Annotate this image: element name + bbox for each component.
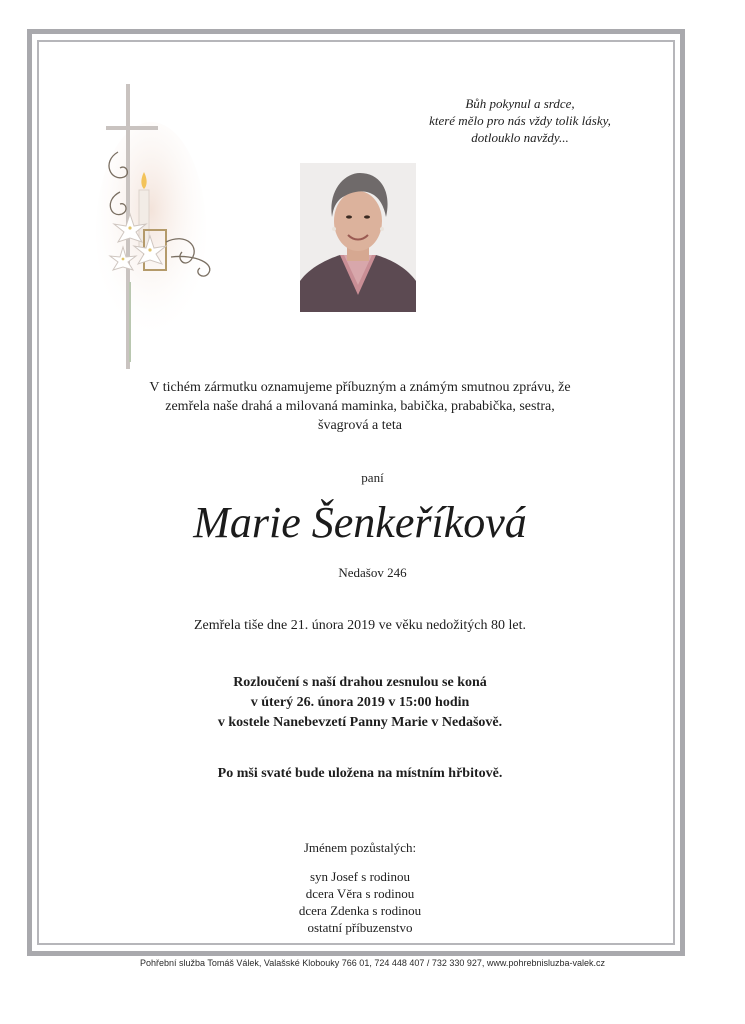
burial-notice: Po mši svaté bude uložena na místním hřbitově.: [217, 766, 503, 781]
portrait-photo: [300, 163, 416, 312]
motto-line: Bůh pokynul a srdce,: [465, 96, 575, 111]
funeral-details: [120, 673, 600, 733]
deceased-address: Nedašov 246: [338, 565, 407, 580]
mourners-heading: Jménem pozůstalých:: [303, 840, 417, 855]
funeral-line: v kostele Nanebevzetí Panny Marie v Nedašově.: [217, 715, 503, 730]
intro-line: švagrová a teta: [318, 418, 402, 433]
mourner-item: syn Josef s rodinou: [309, 869, 411, 884]
funeral-service-footer: Pohřební služba Tomáš Válek, Valašské Klobouky 766 01, 724 448 407 / 732 330 927, www.pohrebnisluzba-valek.cz: [140, 958, 605, 968]
cross-candle-lilies-icon: [96, 82, 226, 372]
intro-paragraph: [120, 378, 600, 435]
mourner-item: ostatní příbuzenstvo: [307, 920, 413, 935]
motto-line: které mělo pro nás vždy tolik lásky,: [429, 113, 611, 128]
motto-verse: [400, 95, 640, 146]
funeral-line: v úterý 26. února 2019 v 15:00 hodin: [250, 695, 470, 710]
deceased-name: Marie Šenkeříková: [193, 498, 527, 547]
death-notice: Zemřela tiše dne 21. února 2019 ve věku nedožitých 80 let.: [193, 618, 526, 633]
mourner-item: dcera Věra s rodinou: [305, 886, 415, 901]
intro-line: V tichém zármutku oznamujeme příbuzným a známým smutnou zprávu, že: [149, 380, 571, 395]
mourners-list: [200, 868, 520, 936]
motto-line: dotlouklo navždy...: [471, 130, 569, 145]
funeral-line: Rozloučení s naší drahou zesnulou se koná: [233, 675, 487, 690]
honorific-title: paní: [361, 470, 384, 485]
mourner-item: dcera Zdenka s rodinou: [298, 903, 422, 918]
intro-line: zemřela naše drahá a milovaná maminka, babička, prababička, sestra,: [165, 399, 555, 414]
